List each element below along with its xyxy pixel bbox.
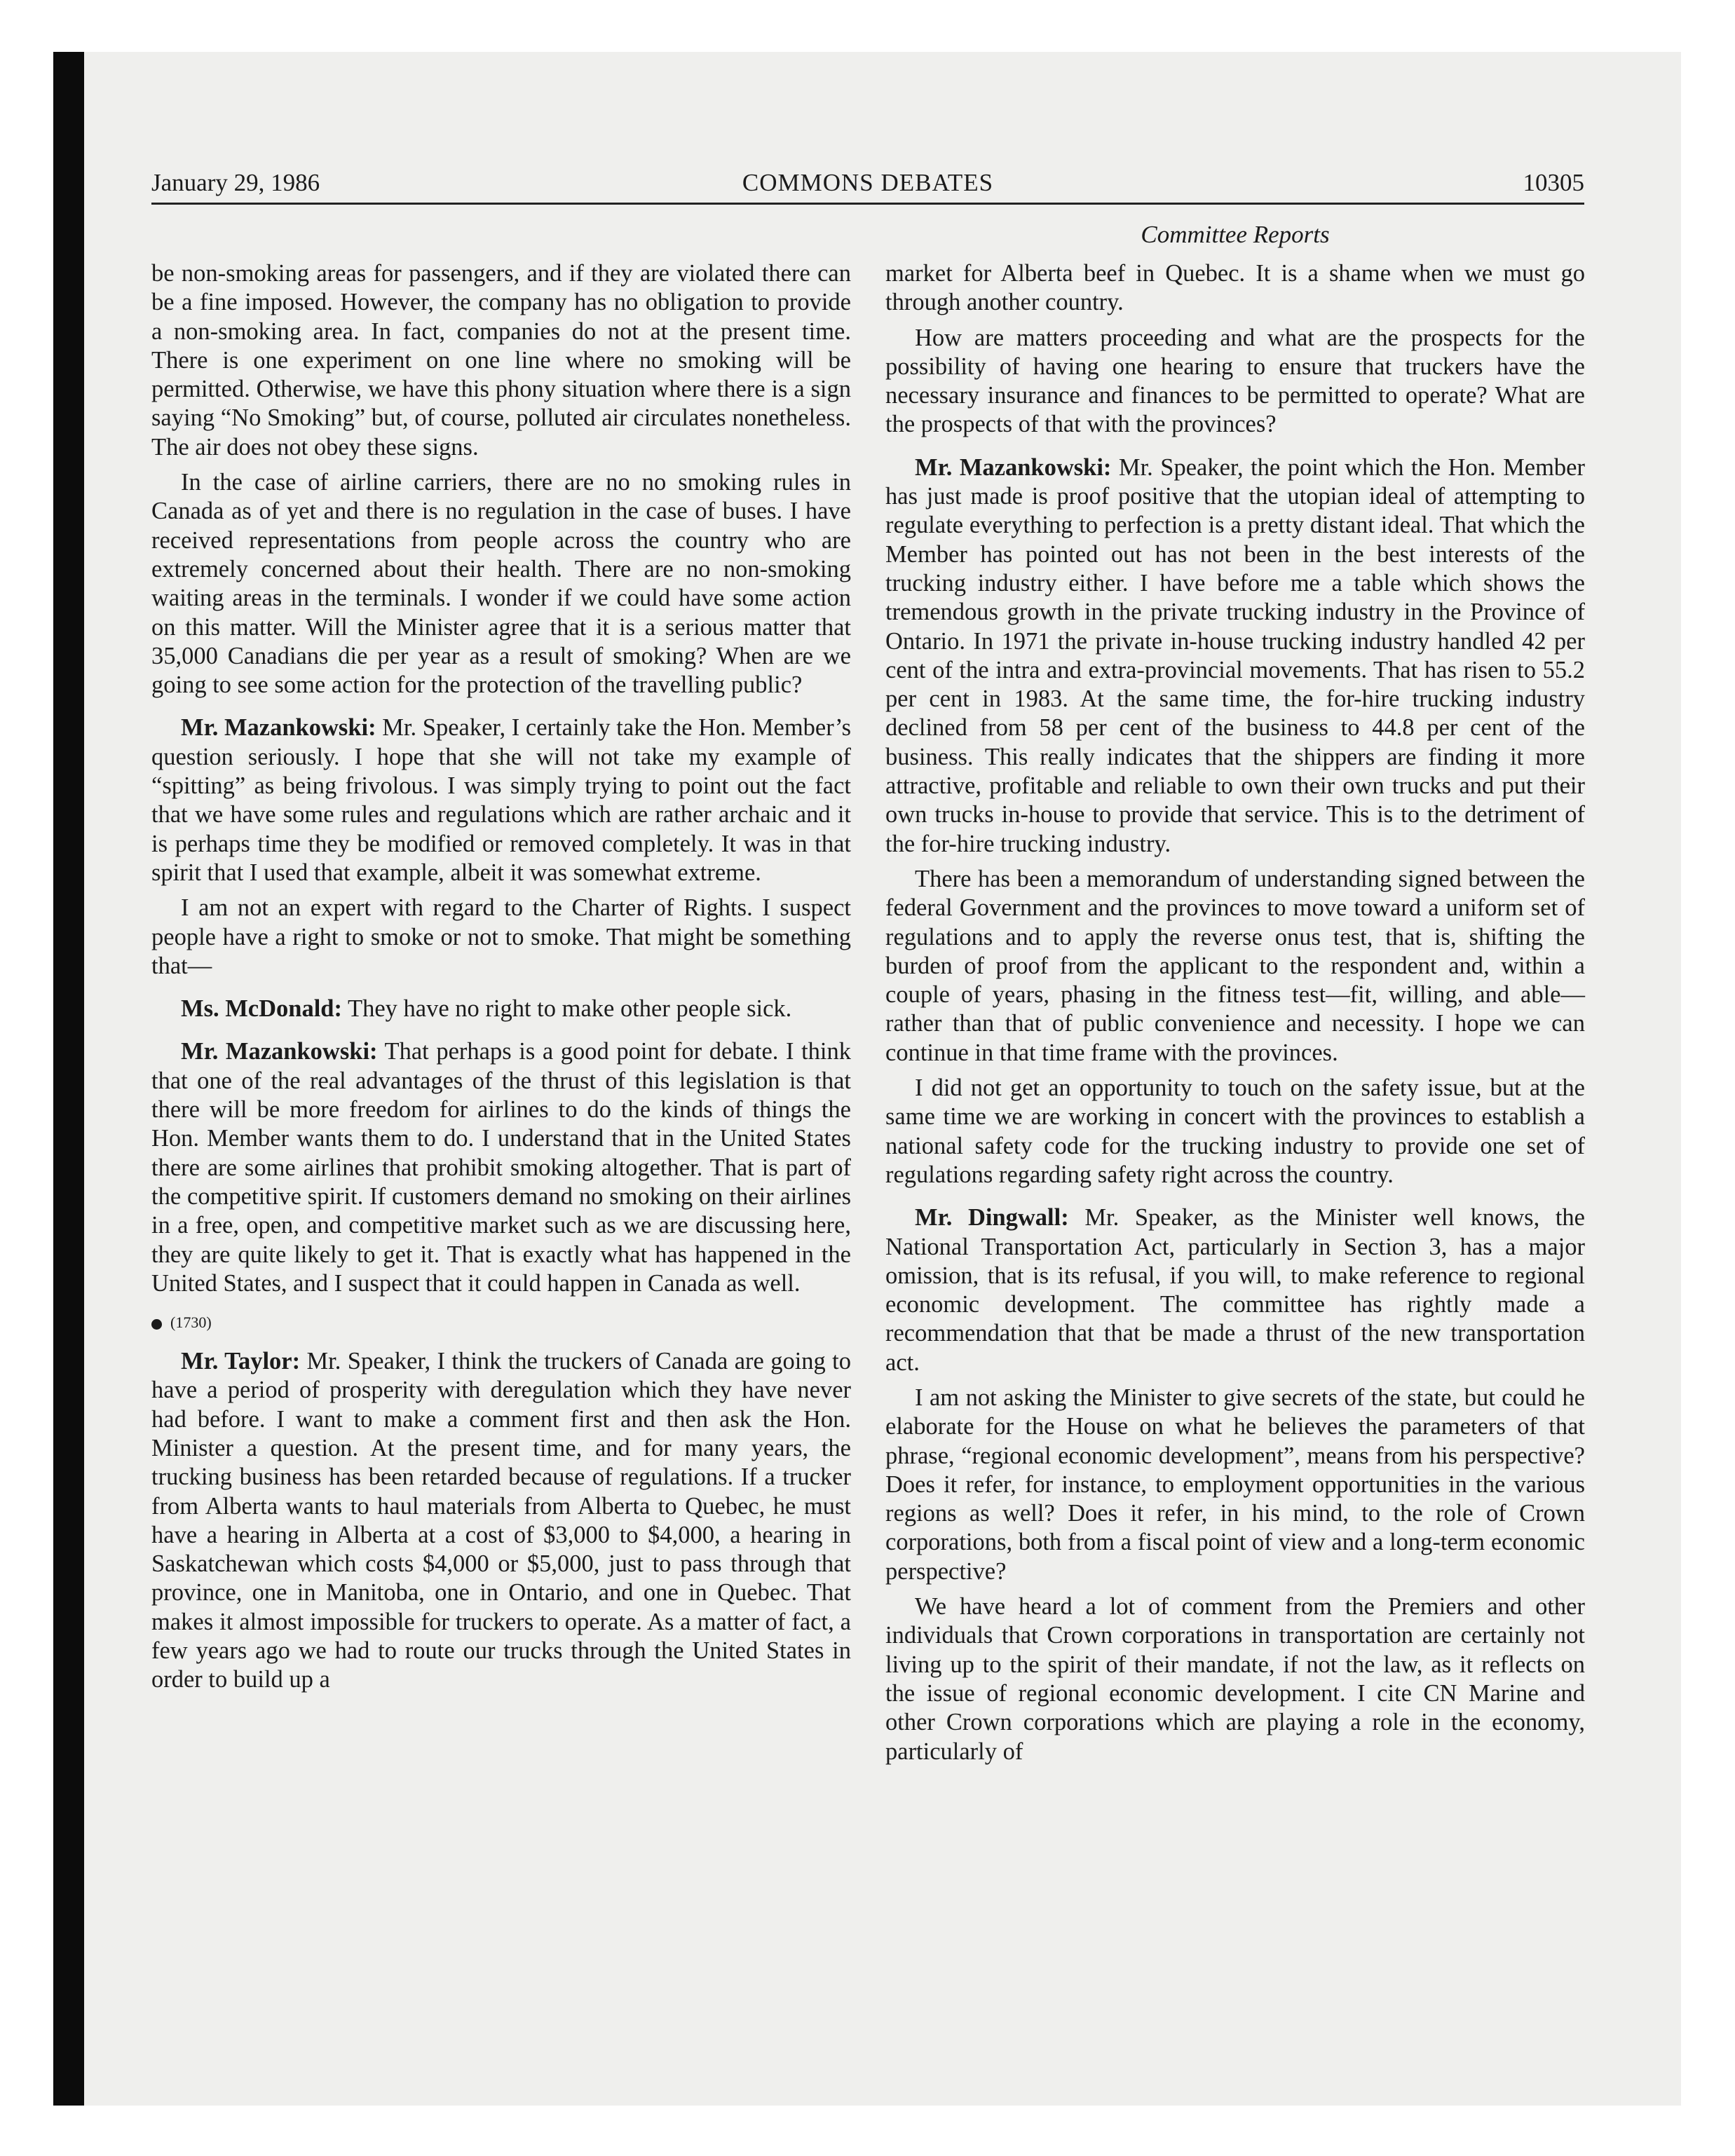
section-title: Committee Reports <box>1141 221 1330 248</box>
speaker-name: Mr. Mazankowski: <box>181 1038 378 1065</box>
right-paragraph-4: There has been a memorandum of understanding signed between the federal Government and the provinces to move toward a uniform set of regulations and to apply the reverse onus test, that is, shifting the burden of proof from the applicant to the respondent and, within a couple of years, phasing in the fitness test—fit, willing, and able—rather than that of public convenience and necessity. I hope we can continue in that time frame with the provinces. <box>885 865 1585 1066</box>
speaker-name: Mr. Mazankowski: <box>181 714 376 742</box>
right-paragraph-5: I did not get an opportunity to touch on the safety issue, but at the same time we are working in concert with the provinces to establish a national safety code for the trucking industry to provide one set of regulations regarding safety right across the country. <box>885 1074 1585 1188</box>
left-paragraph-2: In the case of airline carriers, there are no no smoking rules in Canada as of yet and there is no regulation in the case of buses. I have received representations from people across the country who are extremely concerned about their health. There are no non-smoking waiting areas in the terminals. I wonder if we could have some action on this matter. Will the Minister agree that it is a serious matter that 35,000 Canadians die per year as a result of smoking? When are we going to see some action for the protection of the travelling public? <box>151 469 851 699</box>
left-speech-7 <box>151 1347 851 1695</box>
right-paragraph-2: How are matters proceeding and what are the prospects for the possibility of having one hearing to ensure that truckers have the necessary insurance and finances to be permitted to operate? What are the prospects of that with the provinces? <box>885 324 1585 438</box>
left-speech-3 <box>151 714 851 887</box>
header-date: January 29, 1986 <box>151 169 320 196</box>
header-page-number: 10305 <box>1523 169 1584 196</box>
left-paragraph-4: I am not an expert with regard to the Charter of Rights. I suspect people have a right to smoke or not to smoke. That might be something that— <box>151 894 851 979</box>
time-marker <box>151 1312 851 1333</box>
speaker-name: Mr. Dingwall: <box>915 1204 1069 1231</box>
header-title: COMMONS DEBATES <box>742 169 994 196</box>
time-marker-text: (1730) <box>170 1314 212 1332</box>
page-header <box>151 165 1584 200</box>
speech-text: Mr. Speaker, I think the truckers of Canada are going to have a period of prosperity with deregulation which they have never had before. I want to make a comment first and then ask the Hon. Minister a question. At the present time, and for many years, the trucking business has been retarded because of regulations. If a trucker from Alberta wants to haul materials from Alberta to Quebec, he must have a hearing in Alberta at a cost of $3,000 to $4,000, a hearing in Saskatchewan which costs $4,000 or $5,000, just to pass through that province, one in Manitoba, one in Ontario, and one in Quebec. That makes it almost impossible for truckers to operate. As a matter of fact, a few years ago we had to route our trucks through the United States in order to build up a <box>151 1348 852 1693</box>
binding-edge <box>53 52 84 2106</box>
speaker-name: Mr. Taylor: <box>181 1348 301 1375</box>
left-paragraph-1: be non-smoking areas for passengers, and if they are violated there can be a fine imposed. However, the company has no obligation to provide a non-smoking area. In fact, companies do not at the present time. There is one experiment on one line where no smoking will be permitted. Otherwise, we have this phony situation where there is a sign saying “No Smoking” but, of course, polluted air circulates nonetheless. The air does not obey these signs. <box>151 260 851 460</box>
right-paragraph-1: market for Alberta beef in Quebec. It is a shame when we must go through another country. <box>885 260 1585 316</box>
right-paragraph-8: We have heard a lot of comment from the Premiers and other individuals that Crown corporations in transportation are certainly not living up to the spirit of their mandate, if not the law, as it reflects on the issue of regional economic development. I cite CN Marine and other Crown corporations which are playing a role in the economy, particularly of <box>885 1593 1585 1765</box>
speech-text: They have no right to make other people sick. <box>348 995 792 1023</box>
left-speech-6 <box>151 1037 851 1298</box>
header-rule <box>151 203 1584 205</box>
bullet-icon <box>151 1319 162 1330</box>
speech-text: Mr. Speaker, the point which the Hon. Member has just made is proof positive that the utopian ideal of attempting to regulate everything to perfection is a pretty distant ideal. That which the Member has pointed out has not been in the best interests of the trucking industry either. I have before me a table which shows the tremendous growth in the private trucking industry in the Province of Ontario. In 1971 the private in-house trucking industry handled 42 per cent of the intra and extra-provincial movements. That has risen to 55.2 per cent in 1983. At the same time, the for-hire trucking industry declined from 58 per cent of the business to 44.8 per cent of the business. This really indicates that the shippers are finding it more attractive, profitable and reliable to own their own trucks and put their own trucks in-house to provide that service. This is to the detriment of the for-hire trucking industry. <box>885 453 1585 857</box>
right-column <box>885 259 1585 1773</box>
speaker-name: Mr. Mazankowski: <box>915 453 1112 481</box>
speaker-name: Ms. McDonald: <box>181 995 342 1023</box>
left-column <box>151 259 851 1701</box>
right-speech-6 <box>885 1203 1585 1377</box>
speech-text: That perhaps is a good point for debate. I think that one of the real advantages of the thrust of this legislation is that there will be more freedom for airlines to do the kinds of things the Hon. Member wants them to do. I understand that in the United States there are some airlines that prohibit smoking altogether. That is part of the competitive spirit. If customers demand no smoking on their airlines in a free, open, and competitive market such as we are discussing here, they are quite likely to get it. That is exactly what has happened in the United States, and I suspect that it could happen in Canada as well. <box>151 1038 851 1297</box>
right-speech-3 <box>885 453 1585 859</box>
speech-text: Mr. Speaker, I certainly take the Hon. Member’s question seriously. I hope that she will not take my example of “spitting” as being frivolous. I was simply trying to point out the fact that we have some rules and regulations which are rather archaic and it is perhaps time they be modified or removed completely. It was in that spirit that I used that example, albeit it was somewhat extreme. <box>151 714 852 886</box>
left-speech-5 <box>151 995 851 1023</box>
speech-text: Mr. Speaker, as the Minister well knows, the National Transportation Act, particularly in Section 3, has a major omission, that is its refusal, if you will, to make reference to regional economic development. The committee has rightly made a recommendation that that be made a thrust of the new transportation act. <box>885 1204 1585 1376</box>
right-paragraph-7: I am not asking the Minister to give secrets of the state, but could he elaborate for the House on what he believes the parameters of that phrase, “regional economic development”, means from his perspective? Does it refer, for instance, to employment opportunities in the various regions as well? Does it refer, in his mind, to the role of Crown corporations, both from a fiscal point of view and a long-term economic perspective? <box>885 1384 1585 1585</box>
